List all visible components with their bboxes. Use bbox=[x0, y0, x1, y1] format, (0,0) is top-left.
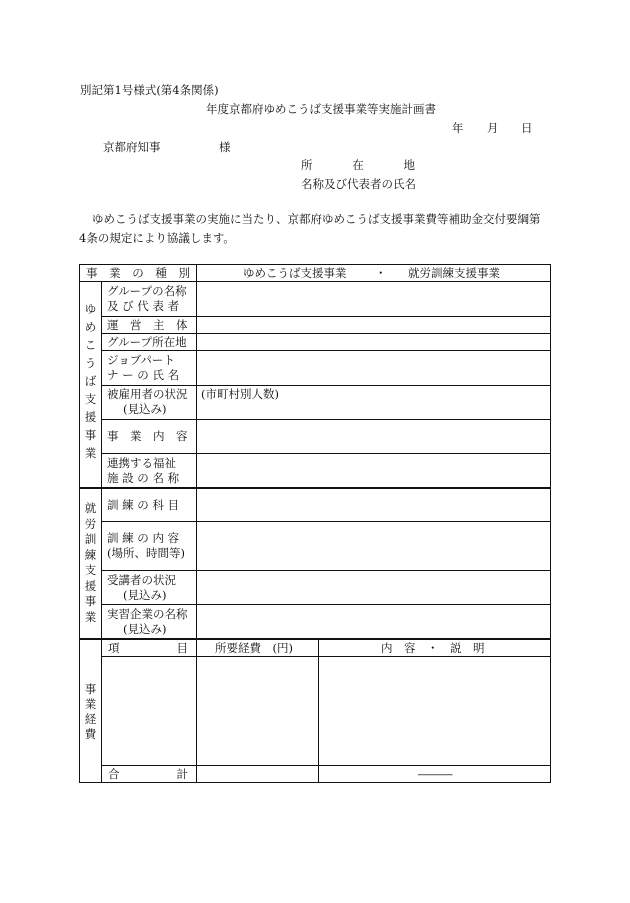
type-value-2: 就労訓練支援事業 bbox=[408, 265, 500, 280]
row-label-training-content: 訓 練 の 内 容 (場所、時間等) bbox=[107, 531, 185, 560]
row-label-employee-status: 被雇用者の状況 (見込み) bbox=[107, 387, 188, 416]
row-label-training-subject: 訓 練 の 科 目 bbox=[107, 497, 180, 512]
section3-label-char: 業 bbox=[84, 697, 97, 711]
section2-label-char: 事 bbox=[84, 594, 97, 609]
date-day-label: 日 bbox=[521, 121, 533, 135]
section1-label-char: こ bbox=[84, 338, 97, 352]
row-label-group-address: グループ所在地 bbox=[107, 334, 187, 349]
expense-header-detail: 内 容 ・ 説 明 bbox=[381, 640, 485, 655]
row-label-business-content: 事 業 内 容 bbox=[107, 429, 188, 443]
form-number: 別記第1号様式(第4条関係) bbox=[80, 83, 219, 97]
section2-label-char: 練 bbox=[84, 547, 97, 562]
honorific: 様 bbox=[219, 140, 231, 154]
total-label-char: 計 bbox=[176, 766, 188, 781]
body-paragraph-line1: ゆめこうば支援事業の実施に当たり、京都府ゆめこうば支援事業費等補助金交付要綱第 bbox=[92, 212, 541, 226]
addressee: 京都府知事 bbox=[103, 140, 161, 154]
section1-label-char: 支 bbox=[84, 392, 97, 406]
address-label-char: 地 bbox=[403, 158, 415, 172]
date-year-label: 年 bbox=[452, 121, 464, 135]
document-title: 年度京都府ゆめこうば支援事業等実施計画書 bbox=[206, 102, 436, 116]
expense-header-item-char: 目 bbox=[176, 640, 188, 655]
date-month-label: 月 bbox=[487, 121, 499, 135]
row-label-internship-company: 実習企業の名称 (見込み) bbox=[107, 607, 188, 636]
section1-label-char: 事 bbox=[84, 428, 97, 442]
total-label bbox=[108, 766, 188, 782]
section1-label-char: う bbox=[84, 356, 97, 370]
section3-label bbox=[80, 682, 101, 742]
section2-label-char: 就 bbox=[84, 501, 97, 515]
expense-header-item-char: 項 bbox=[108, 640, 120, 655]
section2-label-char: 訓 bbox=[84, 532, 97, 547]
row-label-trainee-status: 受講者の状況 (見込み) bbox=[107, 573, 176, 602]
section1-label-char: 業 bbox=[84, 446, 97, 460]
row-label-job-partner: ジョブパート ナ ー の 氏 名 bbox=[107, 353, 180, 382]
section1-label-char: 援 bbox=[84, 410, 97, 424]
section2-label-char: 労 bbox=[84, 516, 97, 531]
address-label-char: 在 bbox=[352, 158, 364, 172]
type-header-cell bbox=[80, 265, 196, 281]
total-detail-dash: ――― bbox=[418, 766, 453, 781]
type-value-1: ゆめこうば支援事業 bbox=[243, 265, 347, 280]
expense-header-item bbox=[108, 640, 188, 656]
type-header: 事 業 の 種 別 bbox=[86, 265, 190, 280]
type-separator: ・ bbox=[375, 265, 387, 280]
section3-label-char: 経 bbox=[84, 712, 97, 726]
address-label-char: 所 bbox=[301, 158, 313, 172]
row-label-group-name: グループの名称 及 び 代 表 者 bbox=[107, 284, 187, 313]
section1-label-char: め bbox=[84, 320, 97, 334]
row-label-welfare-facility: 連携する福祉 施 設 の 名 称 bbox=[107, 456, 180, 485]
section1-label-char: ゆ bbox=[84, 302, 97, 316]
section2-label-char: 支 bbox=[84, 563, 97, 578]
address-label bbox=[301, 157, 415, 173]
section1-label-char: ば bbox=[84, 374, 97, 388]
total-label-char: 合 bbox=[108, 766, 120, 781]
section2-label-char: 援 bbox=[84, 578, 97, 593]
expense-header-cost: 所要経費 (円) bbox=[215, 640, 293, 655]
section2-label-char: 業 bbox=[84, 609, 97, 624]
section3-label-char: 事 bbox=[84, 682, 97, 696]
name-label: 名称及び代表者の氏名 bbox=[301, 177, 416, 191]
section3-label-char: 費 bbox=[84, 727, 97, 741]
section1-label bbox=[80, 302, 101, 461]
body-paragraph-line2: 4条の規定により協議します。 bbox=[79, 231, 235, 245]
row-label-operator: 運 営 主 体 bbox=[107, 317, 188, 332]
employee-status-note: (市町村別人数) bbox=[201, 387, 279, 401]
section2-label bbox=[80, 501, 101, 625]
